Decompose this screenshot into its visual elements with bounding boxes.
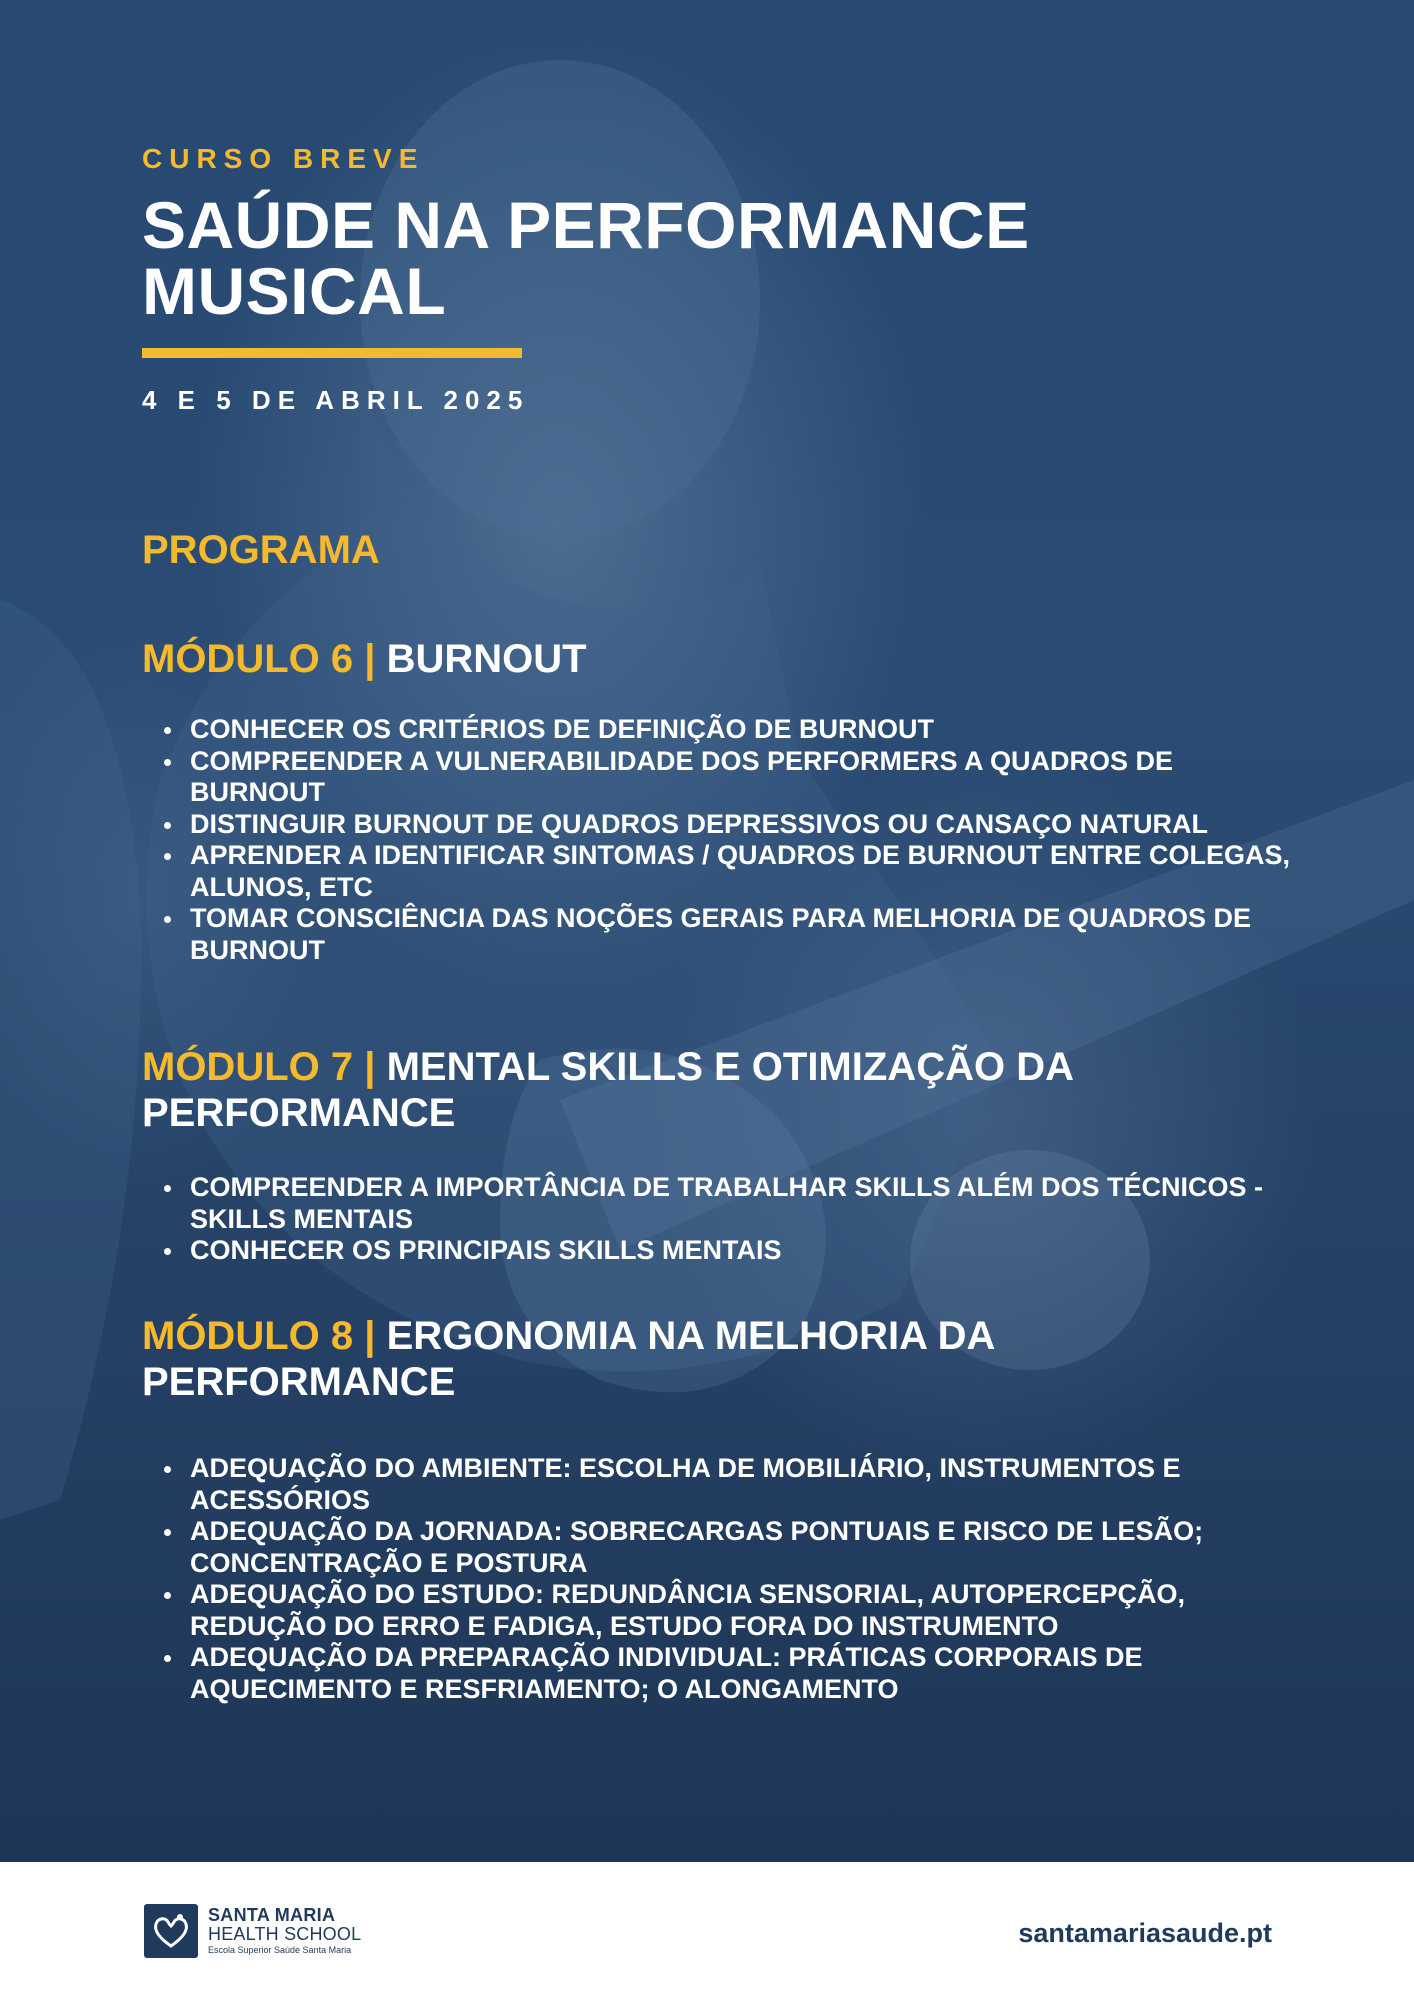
module-8-number: MÓDULO 8: [142, 1314, 354, 1358]
list-item: COMPREENDER A VULNERABILIDADE DOS PERFORMERS A QUADROS DE BURNOUT: [162, 746, 1292, 809]
list-item: ADEQUAÇÃO DA JORNADA: SOBRECARGAS PONTUAIS E RISCO DE LESÃO; CONCENTRAÇÃO E POSTURA: [162, 1516, 1292, 1579]
list-item: CONHECER OS PRINCIPAIS SKILLS MENTAIS: [162, 1235, 1292, 1267]
logo-name: SANTA MARIA: [208, 1905, 336, 1925]
logo-text: [208, 1906, 361, 1956]
module-7: [142, 1044, 1292, 1265]
school-logo: [144, 1904, 361, 1958]
module-7-number: MÓDULO 7: [142, 1045, 354, 1089]
program-heading: PROGRAMA: [142, 528, 380, 572]
list-item: ADEQUAÇÃO DO AMBIENTE: ESCOLHA DE MOBILIÁRIO, INSTRUMENTOS E ACESSÓRIOS: [162, 1453, 1292, 1516]
list-item: APRENDER A IDENTIFICAR SINTOMAS / QUADROS DE BURNOUT ENTRE COLEGAS, ALUNOS, ETC: [162, 840, 1292, 903]
module-separator: |: [364, 637, 376, 681]
module-7-heading: [142, 1044, 1292, 1136]
module-8-heading: [142, 1313, 1292, 1405]
title-underline: [142, 348, 522, 358]
list-item: TOMAR CONSCIÊNCIA DAS NOÇÕES GERAIS PARA MELHORIA DE QUADROS DE BURNOUT: [162, 903, 1292, 966]
course-date: 4 E 5 DE ABRIL 2025: [142, 385, 530, 415]
module-separator: |: [364, 1045, 376, 1089]
website-link[interactable]: santamariasaude.pt: [1018, 1918, 1272, 1948]
module-8: [142, 1313, 1292, 1704]
course-title: SAÚDE NA PERFORMANCE MUSICAL: [142, 188, 1030, 328]
footer: [0, 1862, 1414, 2000]
list-item: ADEQUAÇÃO DA PREPARAÇÃO INDIVIDUAL: PRÁTICAS CORPORAIS DE AQUECIMENTO E RESFRIAMENTO; O ALONGAMENTO: [162, 1642, 1292, 1705]
module-separator: |: [364, 1314, 376, 1358]
module-7-list: [162, 1172, 1292, 1267]
module-6: [142, 636, 1292, 965]
logo-subname: HEALTH SCHOOL: [208, 1924, 362, 1944]
course-kicker: CURSO BREVE: [142, 143, 425, 174]
list-item: COMPREENDER A IMPORTÂNCIA DE TRABALHAR SKILLS ALÉM DOS TÉCNICOS - SKILLS MENTAIS: [162, 1172, 1292, 1235]
module-7-name: MENTAL SKILLS E OTIMIZAÇÃO DA PERFORMANCE: [142, 1045, 1073, 1135]
module-8-list: [162, 1453, 1292, 1705]
module-6-heading: [142, 636, 1292, 682]
module-8-name: ERGONOMIA NA MELHORIA DA PERFORMANCE: [142, 1314, 994, 1404]
list-item: ADEQUAÇÃO DO ESTUDO: REDUNDÂNCIA SENSORIAL, AUTOPERCEPÇÃO, REDUÇÃO DO ERRO E FADIGA, ESTUDO FORA DO INSTRUMENTO: [162, 1579, 1292, 1642]
module-6-list: [162, 714, 1292, 966]
list-item: DISTINGUIR BURNOUT DE QUADROS DEPRESSIVOS OU CANSAÇO NATURAL: [162, 809, 1292, 841]
list-item: CONHECER OS CRITÉRIOS DE DEFINIÇÃO DE BURNOUT: [162, 714, 1292, 746]
heart-logo-icon: [144, 1904, 198, 1958]
logo-tagline: Escola Superior Saúde Santa Maria: [208, 1945, 352, 1955]
module-6-number: MÓDULO 6: [142, 637, 354, 681]
module-6-name: BURNOUT: [386, 637, 587, 681]
